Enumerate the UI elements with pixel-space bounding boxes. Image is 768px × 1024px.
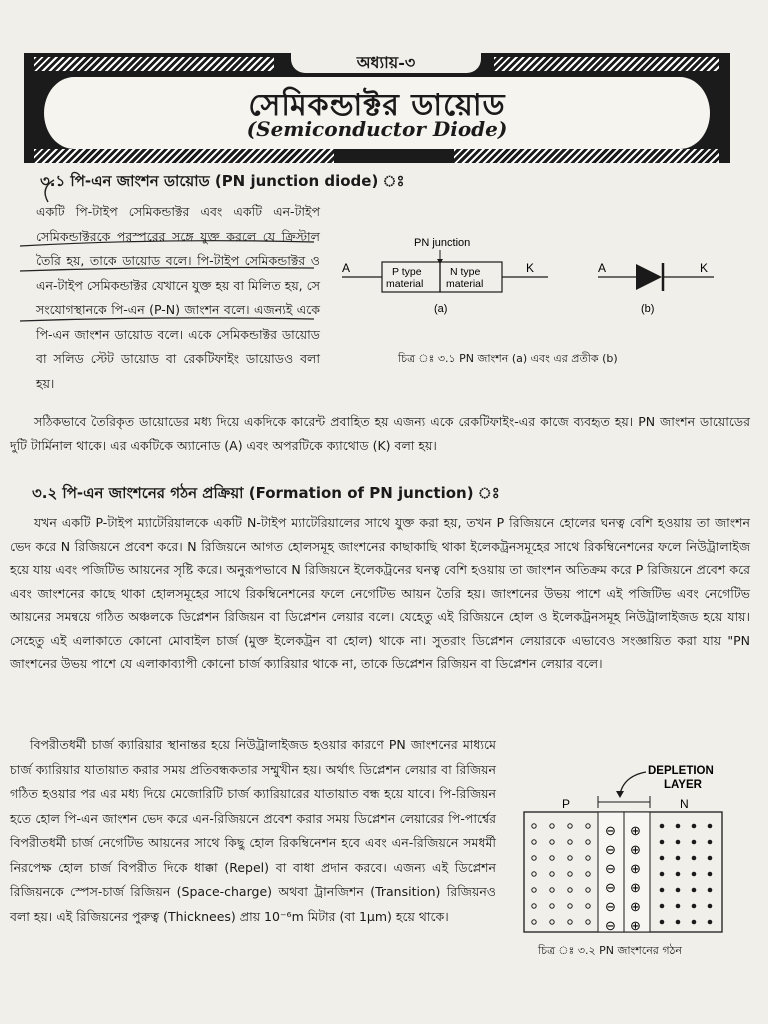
hole-carrier xyxy=(586,856,590,860)
banner-hatch-bottom-left xyxy=(34,149,334,163)
cathode-label-a: K xyxy=(526,261,535,275)
electron-carrier xyxy=(676,856,681,861)
hole-carrier xyxy=(550,920,554,924)
electron-carrier xyxy=(692,920,697,925)
n-region-label: N xyxy=(680,797,689,811)
diode-triangle xyxy=(636,264,662,290)
section-3-2-heading: ৩.২ পি-এন জাংশনের গঠন প্রক্রিয়া (Formation of PN junction) ঃ xyxy=(32,484,500,502)
section-3-1-paragraph-2: সঠিকভাবে তৈরিকৃত ডায়োডের মধ্য দিয়ে একদিকে কারেন্ট প্রবাহিত হয় এজন্য একে রেকটিফাইং-এর কাজে ব্যবহৃত হয়। PN জাংশন ডায়োডের দুটি টার্মিনাল থাকে। এর একটিকে অ্যানোড (A) এবং অপরটিকে ক্যাথোড (K) বলা হয়। xyxy=(10,414,750,453)
positive-ion: ⊕ xyxy=(630,918,641,933)
hole-carrier xyxy=(550,888,554,892)
hole-carrier xyxy=(532,856,536,860)
figure-3-1-caption: চিত্র ঃ ৩.১ PN জাংশন (a) এবং এর প্রতীক (b) xyxy=(398,352,618,365)
electron-carrier xyxy=(692,872,697,877)
electron-carrier xyxy=(708,904,713,909)
subfigure-a-label: (a) xyxy=(434,303,448,315)
anode-label-b: A xyxy=(598,261,607,275)
pen-underline-2 xyxy=(20,267,314,271)
banner-inner xyxy=(44,77,710,149)
hole-carrier xyxy=(550,824,554,828)
electron-carrier xyxy=(708,920,713,925)
electron-carrier xyxy=(660,904,665,909)
hole-carrier xyxy=(568,872,572,876)
electron-carrier xyxy=(676,888,681,893)
positive-ion: ⊕ xyxy=(630,823,641,838)
electron-carrier xyxy=(692,824,697,829)
pen-underline-3 xyxy=(20,318,314,321)
hole-carrier xyxy=(568,856,572,860)
positive-ion: ⊕ xyxy=(630,899,641,914)
hole-carrier xyxy=(550,872,554,876)
positive-ion: ⊕ xyxy=(630,880,641,895)
hole-carrier xyxy=(586,840,590,844)
n-type-line-2: material xyxy=(446,278,484,290)
p-region-label: P xyxy=(562,797,571,811)
anode-label-a: A xyxy=(342,261,351,275)
electron-carrier xyxy=(692,904,697,909)
electron-carrier xyxy=(676,824,681,829)
electron-carrier xyxy=(708,856,713,861)
negative-ion: ⊖ xyxy=(605,823,616,838)
hole-carrier xyxy=(586,824,590,828)
hole-carrier xyxy=(568,920,572,924)
electron-carrier xyxy=(660,840,665,845)
hole-carrier xyxy=(532,840,536,844)
electron-carrier xyxy=(708,840,713,845)
hole-carrier xyxy=(532,920,536,924)
figure-3-2-caption: চিত্র ঃ ৩.২ PN জাংশনের গঠন xyxy=(538,944,682,957)
electron-carrier xyxy=(692,840,697,845)
banner-hatch-bottom-right xyxy=(454,149,719,163)
positive-ion: ⊕ xyxy=(630,861,641,876)
positive-ion: ⊕ xyxy=(630,842,641,857)
hole-carrier xyxy=(586,888,590,892)
negative-ion: ⊖ xyxy=(605,861,616,876)
electron-carrier xyxy=(660,856,665,861)
negative-ion: ⊖ xyxy=(605,918,616,933)
subfigure-b-label: (b) xyxy=(641,303,655,315)
negative-ion: ⊖ xyxy=(605,880,616,895)
hole-carrier xyxy=(532,904,536,908)
p-type-line-2: material xyxy=(386,278,424,290)
hole-carrier xyxy=(532,888,536,892)
electron-carrier xyxy=(708,888,713,893)
electron-carrier xyxy=(676,840,681,845)
electron-carrier xyxy=(676,904,681,909)
electron-carrier xyxy=(660,824,665,829)
electron-carrier xyxy=(660,920,665,925)
cathode-label-b: K xyxy=(700,261,709,275)
hole-carrier xyxy=(586,872,590,876)
negative-ion: ⊖ xyxy=(605,842,616,857)
banner-hatch-top-left xyxy=(34,57,274,71)
pen-underline-marks xyxy=(14,176,334,366)
hole-carrier xyxy=(532,872,536,876)
electron-carrier xyxy=(708,872,713,877)
hole-carrier xyxy=(586,904,590,908)
depletion-pointer xyxy=(620,772,646,794)
chapter-title-bengali: সেমিকন্ডাক্টর ডায়োড xyxy=(248,88,506,123)
pn-junction-figure xyxy=(336,232,736,322)
hole-carrier xyxy=(532,824,536,828)
section-3-2-paragraph-2: বিপরীতধর্মী চার্জ ক্যারিয়ার স্থানান্তর হয়ে নিউট্রালাইজড হওয়ার কারণে PN জাংশনের মাধ্যমে চার্জ ক্যারিয়ার যাতায়াত করার সময় প্রতিবন্ধকতার সম্মুখীন হয়। অর্থাৎ ডিপ্লেশন লেয়ার বা রিজিয়ন গঠিত হওয়ার পর এর মধ্য দিয়ে মেজোরিটি চার্জ ক্যারিয়ারের যাতায়াত বন্ধ হয়ে যাবে। পি-রিজিয়ন হতে হোল পি-এন জাংশন ভেদ করে এন-রিজিয়নে প্রবেশ করার সময় ডিপ্লেশন লেয়ারের পি-পার্শ্বের বিপরীতধর্মী চার্জ নেগেটিভ আয়নের সাথে কিছু হোল রিকম্বিনেশন হবে এবং এন-রিজিয়নে সমধর্মী নিরপেক্ষ হোল চার্জ বিপরীত দিকে ধাক্কা (Repel) বা বাধা প্রদান করবে। এজন্য এই ডিপ্লেশন রিজিয়নকে স্পেস-চার্জ রিজিয়ন (Space-charge) অথবা ট্রানজিশন (Transition) রিজিয়নও বলা হয়। এই রিজিয়নের পুরুত্ব (Thicknees) প্রায় 10⁻⁶m মিটার (বা 1μm) হয়ে থাকে। xyxy=(10,737,496,924)
hole-carrier xyxy=(550,856,554,860)
chapter-banner xyxy=(24,53,730,163)
depletion-label-line-1: DEPLETION xyxy=(648,765,714,777)
depletion-label-line-2: LAYER xyxy=(664,779,702,791)
p-type-line-1: P type xyxy=(392,266,422,278)
hole-carrier xyxy=(568,840,572,844)
depletion-pointer-head xyxy=(616,791,624,798)
hole-carrier xyxy=(550,840,554,844)
chapter-label: অধ্যায়-৩ xyxy=(289,53,483,75)
electron-carrier xyxy=(660,872,665,877)
electron-carrier xyxy=(676,920,681,925)
n-type-line-1: N type xyxy=(450,266,481,278)
electron-carrier xyxy=(676,872,681,877)
section-3-2-paragraph-1: যখন একটি P-টাইপ ম্যাটেরিয়ালকে একটি N-টাইপ ম্যাটেরিয়ালের সাথে যুক্ত করা হয়, তখন P রিজিয়নে হোলের ঘনত্ব বেশি হওয়ায় তা জাংশন ভেদ করে N রিজিয়নে প্রবেশ করে। N রিজিয়নে আগত হোলসমূহ জাংশনের কাছাকাছি থাকা ইলেকট্রনসমূহের সাথে রিকম্বিনেশনের ফলে নিউট্রালাইজ হয়ে যায় এবং পজিটিভ আয়নের সৃষ্টি করে। অনুরূপভাবে N রিজিয়নে ইলেকট্রনের ঘনত্ব বেশি হওয়ায় তা জাংশন অতিক্রম করে P রিজিয়নে প্রবেশ করে এবং জাংশনের কাছে থাকা হোলসমূহের সাথে রিকম্বিনেশনের ফলে নেগেটিভ আয়ন তৈরি হয়। জাংশনের উভয় পাশে এই পজিটিভ এবং নেগেটিভ আয়নের সমন্বয়ে গঠিত অঞ্চলকে ডিপ্লেশন রিজিয়ন বা ডিপ্লেশন লেয়ার বলে। যেহেতু এই রিজিয়নে হোল ও ইলেকট্রনসমূহ নিউট্রালাইজড হয়ে যায়। সেহেতু এই এলাকাতে কোনো মোবাইল চার্জ (মুক্ত ইলেকট্রন বা হোল) থাকে না। সুতরাং ডিপ্লেশন লেয়ারকে এভাবেও সংজ্ঞায়িত করা যায় "PN জাংশনের উভয় পাশে যে এলাকাব্যাপী কোনো চার্জ ক্যারিয়ার থাকে না, তাকে ডিপ্লেশন রিজিয়ন বা ডিপ্লেশন লেয়ার বলে। xyxy=(10,515,750,671)
pen-check-mark xyxy=(45,180,54,202)
depletion-layer-figure xyxy=(520,760,760,940)
negative-ion: ⊖ xyxy=(605,899,616,914)
electron-carrier xyxy=(692,856,697,861)
electron-carrier xyxy=(692,888,697,893)
hole-carrier xyxy=(550,904,554,908)
chapter-title-english: (Semiconductor Diode) xyxy=(246,117,508,141)
hole-carrier xyxy=(568,888,572,892)
section-3-1-paragraph-1: একটি পি-টাইপ সেমিকন্ডাক্টর এবং একটি এন-টাইপ সেমিকন্ডাক্টরকে পরস্পরের সঙ্গে যুক্ত করলে যে ক্রিস্টাল তৈরি হয়, তাকে ডায়োড বলে। পি-টাইপ সেমিকন্ডাক্টর ও এন-টাইপ সেমিকন্ডাক্টর যেখানে যুক্ত হয় বা মিলিত হয়, সে সংযোগস্থানকে পি-এন (P-N) জাংশন বলে। এজন্যই একে পি-এন জাংশন ডায়োড বলে। একে সেমিকন্ডাক্টর ডায়োড বা সলিড স্টেট ডায়োড বা রেকটিফাইং ডায়োডও বলা হয়। xyxy=(36,204,320,391)
section-3-1-heading: ৩.১ পি-এন জাংশন ডায়োড (PN junction diode) ঃ xyxy=(40,172,405,190)
pen-underline-1 xyxy=(20,241,314,246)
banner-hatch-top-right xyxy=(494,57,719,71)
electron-carrier xyxy=(660,888,665,893)
hole-carrier xyxy=(568,824,572,828)
electron-carrier xyxy=(708,824,713,829)
hole-carrier xyxy=(586,920,590,924)
pn-junction-label: PN junction xyxy=(414,237,471,249)
hole-carrier xyxy=(568,904,572,908)
